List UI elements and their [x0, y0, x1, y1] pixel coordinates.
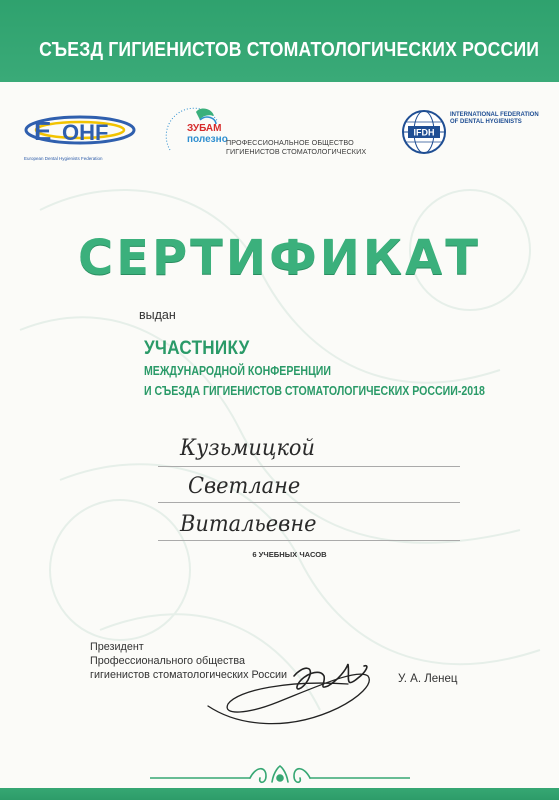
conference-line1: МЕЖДУНАРОДНОЙ КОНФЕРЕНЦИИ: [144, 364, 332, 378]
name-line-2: [158, 502, 460, 503]
handwritten-signature: [198, 646, 388, 736]
header-band: [0, 0, 559, 82]
ifdh-mark-text: IFDH: [413, 127, 435, 138]
president-org-line2: гигиенистов стоматологических России: [90, 669, 288, 681]
eohf-caption: European Dental Hygienists Federation: [24, 156, 103, 161]
ifdh-line2: OF DENTAL HYGIENISTS: [450, 119, 522, 125]
zubam-word: ЗУБАМ: [187, 123, 222, 134]
zubam-org-name: [226, 138, 366, 156]
ifdh-globe-icon: [398, 106, 450, 158]
eohf-mark-text: OHF: [62, 120, 109, 145]
eohf-logo-mark: [20, 108, 140, 154]
footer-band: [0, 788, 559, 800]
ifdh-line1: INTERNATIONAL FEDERATION: [450, 112, 539, 118]
signer-name: У. А. Ленец: [398, 673, 458, 685]
eohf-logo: [20, 108, 140, 161]
conference-line2: И СЪЕЗДА ГИГИЕНИСТОВ СТОМАТОЛОГИЧЕСКИХ РОССИИ-2018: [144, 384, 485, 398]
handwritten-surname: Кузьмицкой: [180, 436, 315, 461]
handwritten-name: Светлане: [188, 474, 301, 499]
ifdh-name: [450, 112, 539, 126]
handwritten-patronymic: Витальевне: [180, 512, 317, 537]
ifdh-logo: [398, 106, 548, 158]
president-title: Президент: [90, 641, 144, 653]
polezno-word: полезно: [187, 134, 228, 145]
president-org-line1: Профессионального общества: [90, 655, 245, 667]
certificate-title: СЕРТИФИКАТ: [77, 230, 481, 286]
name-line-1: [158, 466, 460, 467]
zubam-org-line1: ПРОФЕССИОНАЛЬНОЕ ОБЩЕСТВО: [226, 138, 354, 147]
recipient-heading: [144, 338, 550, 400]
participant-heading: УЧАСТНИКУ: [144, 338, 250, 359]
study-hours: 6 УЧЕБНЫХ ЧАСОВ: [252, 550, 327, 559]
svg-text:E: E: [34, 116, 52, 146]
issued-label: выдан: [139, 308, 176, 322]
bottom-ornament: [150, 762, 410, 788]
zubam-logo: [160, 104, 375, 164]
zubam-org-line2: ГИГИЕНИСТОВ СТОМАТОЛОГИЧЕСКИХ: [226, 147, 367, 156]
name-line-3: [158, 540, 460, 541]
congress-title: СЪЕЗД ГИГИЕНИСТОВ СТОМАТОЛОГИЧЕСКИХ РОССИИ: [39, 38, 540, 61]
